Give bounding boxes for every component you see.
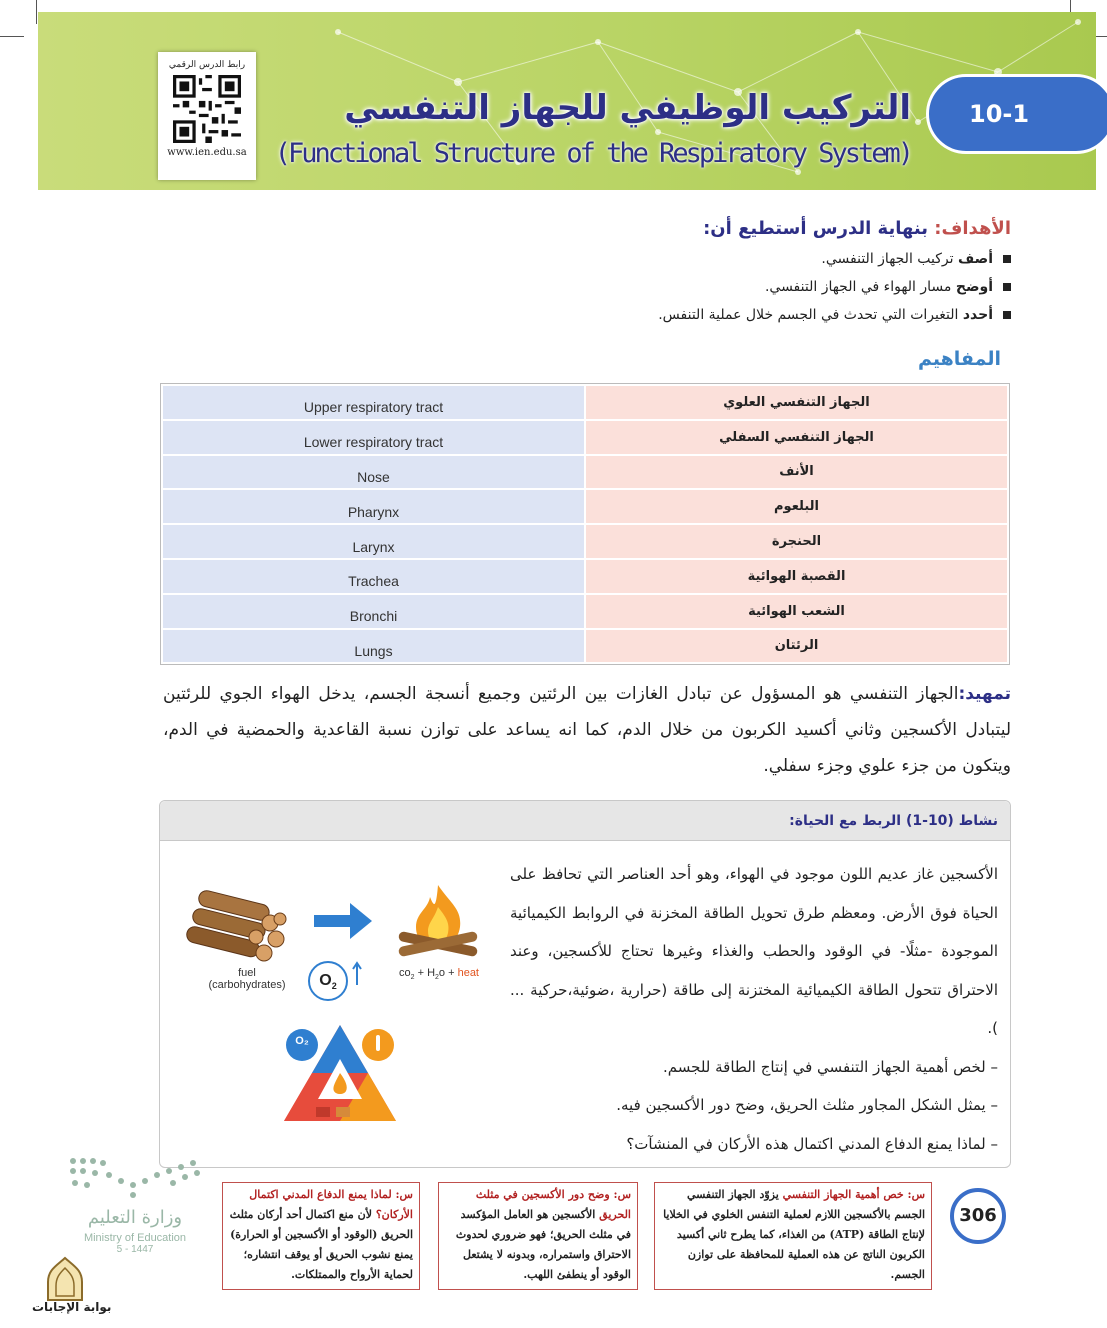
concept-en: Lower respiratory tract bbox=[162, 420, 585, 455]
oxygen-subscript: 2 bbox=[331, 981, 337, 992]
objective-text: التغيرات التي تحدث في الجسم خلال عملية التنفس. bbox=[658, 307, 959, 323]
oxygen-circle bbox=[308, 961, 348, 1001]
arrow-right-icon bbox=[310, 901, 374, 941]
lesson-title-ar: التركيب الوظيفي للجهاز التنفسي bbox=[344, 88, 911, 128]
objective-verb: أحدد bbox=[962, 307, 993, 323]
portal-logo-icon bbox=[44, 1256, 86, 1302]
lesson-number-badge: 10-1 bbox=[926, 74, 1107, 154]
concept-en: Bronchi bbox=[162, 594, 585, 629]
concept-ar: الشعب الهوائية bbox=[585, 594, 1008, 629]
concepts-title: المفاهيم bbox=[917, 348, 1001, 370]
objective-item bbox=[311, 307, 1011, 323]
activity-paragraph: الأكسجين غاز عديم اللون موجود في الهواء، وهو أحد العناصر التي تحافظ على الحياة فوق الأرض. ومعظم طرق تحويل الطاقة المخزنة في الروابط الكيميائية الموجودة -مثلًا- في الوقود والحطب والغذاء وغيرها تحتاج للأكسجين، وعند الاحتراق تتحول الطاقة الكيميائية المختزنة إلى طاقة (حرارية ،ضوئية،حركية ... ). bbox=[510, 865, 998, 1037]
ministry-logo bbox=[60, 1155, 210, 1255]
products-caption bbox=[384, 967, 494, 981]
table-row bbox=[162, 420, 1008, 455]
ministry-name-ar: وزارة التعليم bbox=[87, 1207, 183, 1228]
ministry-year: 5 - 1447 bbox=[116, 1244, 154, 1255]
objective-item bbox=[311, 279, 1011, 295]
table-row bbox=[162, 385, 1008, 420]
fuel-label: fuel bbox=[238, 967, 256, 979]
concept-ar: البلعوم bbox=[585, 489, 1008, 524]
ministry-name-en: Ministry of Education bbox=[83, 1232, 187, 1244]
objectives-section bbox=[311, 218, 1011, 323]
objectives-label: الأهداف: bbox=[934, 218, 1011, 239]
concept-ar: الحنجرة bbox=[585, 524, 1008, 559]
concept-ar: الجهاز التنفسي العلوي bbox=[585, 385, 1008, 420]
page-number: 306 bbox=[950, 1188, 1006, 1244]
products-co: co bbox=[399, 967, 411, 979]
fire-figure bbox=[176, 871, 496, 1161]
activity-text bbox=[510, 855, 998, 1163]
answer-box bbox=[222, 1182, 420, 1290]
products-o: o + bbox=[438, 967, 458, 979]
answer-question: س: خص أهمية الجهاز التنفسي bbox=[782, 1188, 925, 1201]
ministry-dots-logo-icon bbox=[65, 1155, 205, 1199]
qr-label: رابط الدرس الرقمي bbox=[168, 60, 246, 70]
products-heat: heat bbox=[457, 967, 479, 979]
objectives-heading bbox=[311, 218, 1011, 239]
bullet-square-icon bbox=[1003, 283, 1011, 291]
products-subscript: 2 bbox=[410, 974, 415, 982]
qr-code-icon[interactable] bbox=[173, 75, 241, 143]
qr-card[interactable] bbox=[158, 52, 256, 180]
portal-name: بوابة الإجابات bbox=[32, 1300, 112, 1314]
bullet-square-icon bbox=[1003, 311, 1011, 319]
answer-box bbox=[654, 1182, 932, 1290]
concept-en: Upper respiratory tract bbox=[162, 385, 585, 420]
bullet-square-icon bbox=[1003, 255, 1011, 263]
activity-box bbox=[159, 800, 1011, 1168]
crop-mark bbox=[0, 36, 24, 37]
wood-logs-icon bbox=[180, 889, 290, 965]
table-row bbox=[162, 559, 1008, 594]
concept-ar: الرئتان bbox=[585, 629, 1008, 664]
qr-url[interactable]: www.ien.edu.sa bbox=[167, 147, 247, 158]
intro-text: الجهاز التنفسي هو المسؤول عن تبادل الغازات بين الرئتين وجميع أنسجة الجسم، يدخل الهواء الجوي للرئتين ليتبادل الأكسجين وثاني أكسيد الكربون من خلال الدم، كما انه يساعد على توازن نسبة القاعدية والحمضية في الدم، ويتكون من جزء علوي وجزء سفلي. bbox=[163, 684, 1011, 776]
concept-ar: الأنف bbox=[585, 455, 1008, 490]
triangle-oxygen-label: O₂ bbox=[295, 1035, 309, 1047]
answer-text: يزوّد الجهاز التنفسي الجسم بالأكسجين اللازم لعملية التنفس الخلوي في الخلايا لإنتاج الطاقة (ATP) من الغذاء، كما يطرح ثاني أكسيد الكربون الناتج عن هذه العملية للمحافظة على توازن الجسم. bbox=[663, 1188, 925, 1281]
activity-question: – لماذا يمنع الدفاع المدني اكتمال هذه الأركان في المنشآت؟ bbox=[626, 1134, 998, 1153]
fuel-caption bbox=[192, 967, 302, 991]
table-row bbox=[162, 629, 1008, 664]
arrow-up-icon bbox=[350, 961, 364, 987]
concepts-table bbox=[161, 384, 1009, 664]
concept-ar: الجهاز التنفسي السفلي bbox=[585, 420, 1008, 455]
products-subscript: 2 bbox=[435, 974, 439, 982]
fuel-sub-label: (carbohydrates) bbox=[208, 979, 286, 991]
products-h: + H bbox=[414, 967, 436, 979]
concept-en: Lungs bbox=[162, 629, 585, 664]
objective-text: مسار الهواء في الجهاز التنفسي. bbox=[764, 279, 952, 295]
activity-title: نشاط (10-1) الربط مع الحياة: bbox=[160, 801, 1010, 841]
answer-box bbox=[438, 1182, 638, 1290]
crop-mark bbox=[36, 0, 37, 24]
oxygen-symbol: O bbox=[319, 972, 332, 989]
objective-text: تركيب الجهاز التنفسي. bbox=[821, 251, 954, 267]
objective-verb: أوضح bbox=[955, 279, 993, 295]
intro-paragraph bbox=[163, 676, 1011, 784]
answer-question: س: وضح دور الأكسجين في مثلث الحريق bbox=[475, 1188, 631, 1221]
lesson-title-en: (Functional Structure of the Respiratory System) bbox=[274, 138, 911, 169]
table-row bbox=[162, 455, 1008, 490]
answer-text: الأكسجين هو العامل المؤكسد في مثلث الحريق؛ فهو ضروري لحدوث الاحتراق واستمراره، وبدونه لا يشتعل الوقود أو ينطفئ اللهب. bbox=[455, 1208, 631, 1281]
table-row bbox=[162, 594, 1008, 629]
table-row bbox=[162, 524, 1008, 559]
answer-text: لأن منع اكتمال أحد أركان مثلث الحريق (الوقود أو الأكسجين أو الحرارة) يمنع نشوب الحريق أو يوقف انتشاره؛ لحماية الأرواح والممتلكات. bbox=[229, 1208, 413, 1281]
concept-en: Nose bbox=[162, 455, 585, 490]
activity-question: – يمثل الشكل المجاور مثلث الحريق، وضح دور الأكسجين فيه. bbox=[616, 1096, 998, 1114]
concept-en: Trachea bbox=[162, 559, 585, 594]
concept-en: Larynx bbox=[162, 524, 585, 559]
activity-question: – لخص أهمية الجهاز التنفسي في إنتاج الطاقة للجسم. bbox=[663, 1057, 998, 1076]
objectives-intro: بنهاية الدرس أستطيع أن: bbox=[703, 218, 928, 239]
objective-item bbox=[311, 251, 1011, 267]
table-row bbox=[162, 489, 1008, 524]
concept-en: Pharynx bbox=[162, 489, 585, 524]
objective-verb: أصف bbox=[958, 251, 993, 267]
intro-label: تمهيد: bbox=[958, 684, 1011, 704]
concept-ar: القصبة الهوائية bbox=[585, 559, 1008, 594]
campfire-icon bbox=[390, 879, 486, 959]
answer-question: س: لماذا يمنع الدفاع المدني اكتمال الأركان؟ bbox=[249, 1188, 413, 1221]
